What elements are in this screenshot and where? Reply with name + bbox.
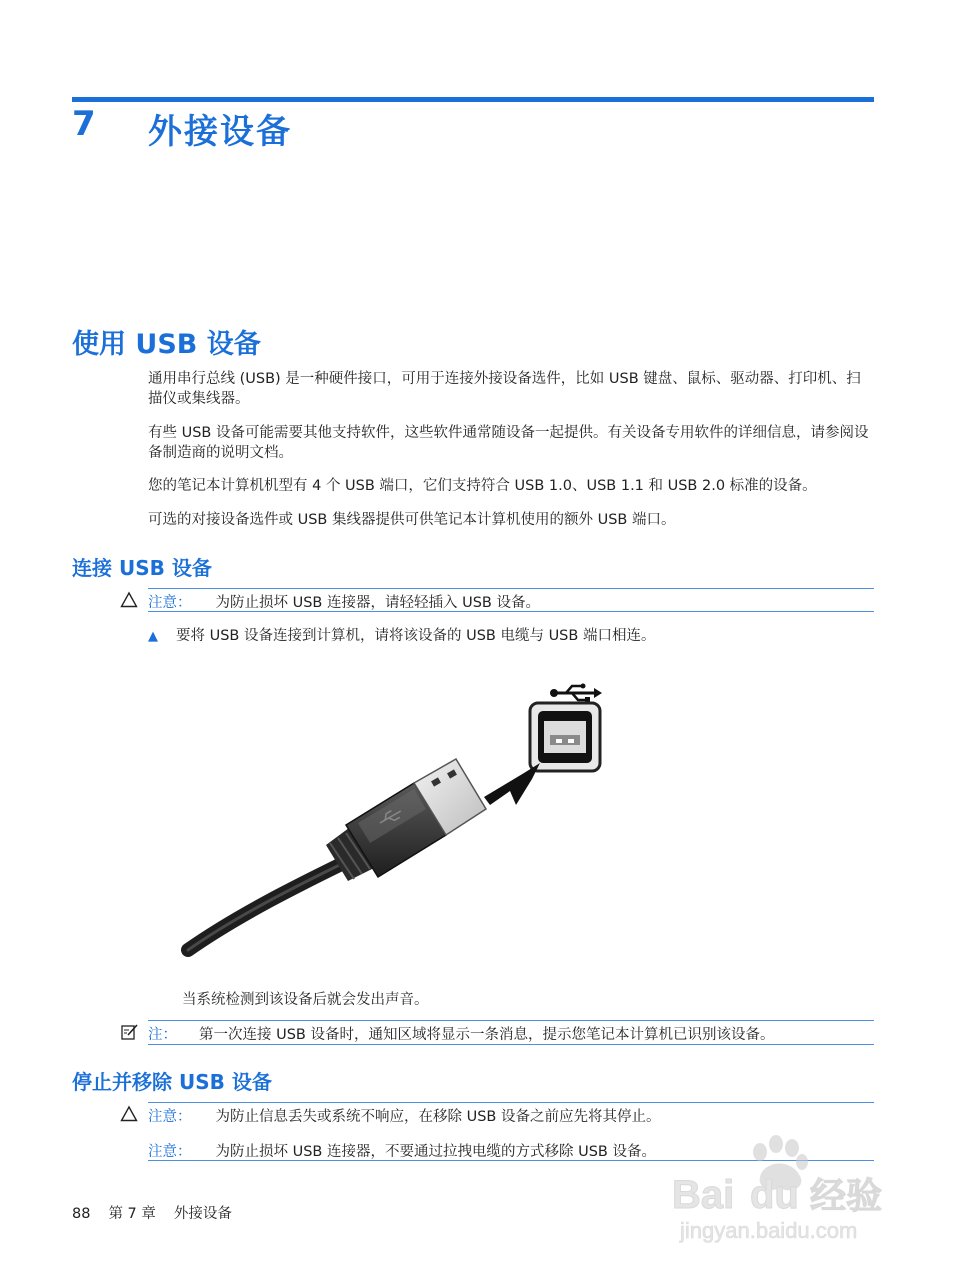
caution-text: 为防止损坏 USB 连接器，不要通过拉拽电缆的方式移除 USB 设备。 xyxy=(215,1144,656,1160)
remove-title: 停止并移除 USB 设备 xyxy=(72,1070,272,1094)
intro-paragraph-1: 通用串行总线 (USB) 是一种硬件接口，可用于连接外接设备选件，比如 USB 键盘、鼠标、驱动器、打印机、扫描仪或集线器。 xyxy=(148,371,861,407)
usb-connection-illustration xyxy=(178,675,618,960)
note-pencil-icon xyxy=(120,1022,140,1042)
caution-label: 注意： xyxy=(148,1144,192,1160)
chapter-title: 外接设备 xyxy=(148,112,292,152)
remove-caution-top-rule xyxy=(148,1102,874,1103)
caution-text: 为防止损坏 USB 连接器，请轻轻插入 USB 设备。 xyxy=(215,595,540,611)
usb-port xyxy=(530,703,600,771)
svg-text:经验: 经验 xyxy=(810,1176,883,1217)
caution-text: 为防止信息丢失或系统不响应，在移除 USB 设备之前应先将其停止。 xyxy=(215,1109,661,1125)
caution-bottom-rule xyxy=(148,611,874,612)
step-triangle-icon: ▲ xyxy=(148,629,158,644)
caution-label: 注意： xyxy=(148,1109,192,1125)
note-label: 注： xyxy=(148,1027,177,1043)
remove-caution-1 xyxy=(148,1105,660,1126)
note-top-rule xyxy=(148,1020,874,1021)
section-title: 使用 USB 设备 xyxy=(72,329,261,360)
remove-caution-2 xyxy=(148,1140,656,1161)
chapter-rule xyxy=(72,97,874,102)
connect-title: 连接 USB 设备 xyxy=(72,556,212,580)
intro-paragraph-4: 可选的对接设备选件或 USB 集线器提供可供笔记本计算机使用的额外 USB 端口。 xyxy=(148,512,676,528)
svg-text:du: du xyxy=(750,1173,799,1217)
insert-arrow xyxy=(484,763,540,805)
note-text: 第一次连接 USB 设备时，通知区域将显示一条消息，提示您笔记本计算机已识别该设备。 xyxy=(199,1027,775,1043)
caution-label: 注意： xyxy=(148,595,192,611)
chapter-number: 7 xyxy=(72,104,96,144)
page-footer xyxy=(72,1202,250,1223)
intro-paragraph-2: 有些 USB 设备可能需要其他支持软件，这些软件通常随设备一起提供。有关设备专用软件的详细信息，请参阅设备制造商的说明文档。 xyxy=(148,425,869,461)
note-bottom-rule xyxy=(148,1044,874,1045)
caution-triangle-icon xyxy=(120,1105,138,1123)
step-text: 要将 USB 设备连接到计算机，请将该设备的 USB 电缆与 USB 端口相连。 xyxy=(176,628,656,644)
connect-step xyxy=(148,624,655,645)
usb-symbol-icon xyxy=(550,684,602,703)
caution-top-rule xyxy=(148,588,874,589)
usb-plug xyxy=(346,759,486,877)
caution-triangle-icon xyxy=(120,591,138,609)
footer-chapter-label: 第 7 章 xyxy=(108,1206,156,1222)
after-connect-text: 当系统检测到该设备后就会发出声音。 xyxy=(182,992,429,1008)
intro-paragraph-3: 您的笔记本计算机机型有 4 个 USB 端口，它们支持符合 USB 1.0、USB 1.1 和 USB 2.0 标准的设备。 xyxy=(148,478,817,494)
page-number: 88 xyxy=(72,1206,91,1222)
watermark-url: jingyan.baidu.com xyxy=(680,1218,858,1243)
baidu-jingyan-watermark xyxy=(650,1130,920,1245)
svg-text:Bai: Bai xyxy=(672,1173,735,1217)
footer-chapter-name: 外接设备 xyxy=(173,1206,232,1222)
connect-note xyxy=(148,1023,774,1044)
connect-caution xyxy=(148,591,540,612)
